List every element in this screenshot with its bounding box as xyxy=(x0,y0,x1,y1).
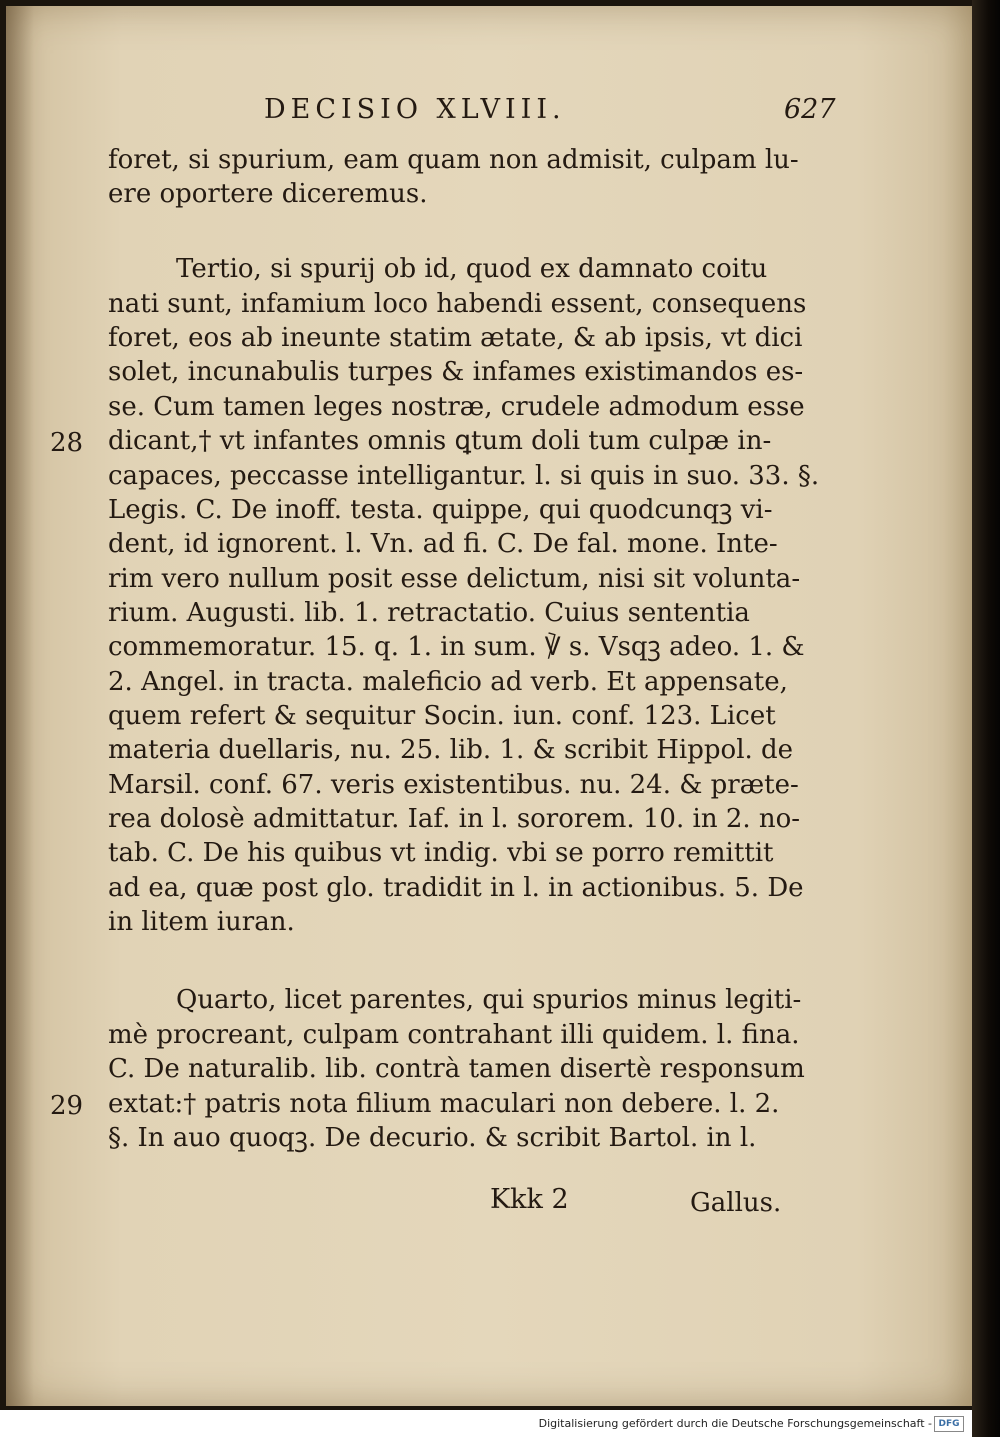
text-line: materia duellaris, nu. 25. lib. 1. & scribit Hippol. de xyxy=(108,735,794,765)
margin-number: 28 xyxy=(50,428,84,458)
text-line: dicant,† vt infantes omnis ꝗtum doli tum culpæ in- xyxy=(108,426,772,456)
text-line: quem refert & sequitur Socin. iun. conf. 123. Licet xyxy=(108,701,776,731)
text-line: ad ea, quæ post glo. tradidit in l. in actionibus. 5. De xyxy=(108,873,804,903)
text-line: capaces, peccasse intelligantur. l. si quis in suo. 33. §. xyxy=(108,461,820,491)
text-line: dent, id ignorent. l. Vn. ad fi. C. De fal. mone. Inte- xyxy=(108,529,778,559)
text-line: rim vero nullum posit esse delictum, nisi sit volunta- xyxy=(108,564,801,594)
book-page xyxy=(6,6,972,1406)
text-line: rea dolosè admittatur. Iaf. in l. sororem. 10. in 2. no- xyxy=(108,804,801,834)
text-line: nati sunt, infamium loco habendi essent, consequens xyxy=(108,289,807,319)
text-line: Quarto, licet parentes, qui spurios minus legiti- xyxy=(176,985,802,1015)
text-line: 2. Angel. in tracta. maleficio ad verb. Et appensate, xyxy=(108,667,788,697)
catchword: Gallus. xyxy=(690,1188,782,1218)
text-line: tab. C. De his quibus vt indig. vbi se porro remittit xyxy=(108,838,774,868)
text-line: solet, incunabulis turpes & infames existimandos es- xyxy=(108,357,804,387)
text-line: §. In auo quoqꝫ. De decurio. & scribit Bartol. in l. xyxy=(108,1123,757,1153)
text-line: C. De naturalib. lib. contrà tamen disertè responsum xyxy=(108,1054,805,1084)
text-line: Marsil. conf. 67. veris existentibus. nu. 24. & præte- xyxy=(108,770,799,800)
text-line: rium. Augusti. lib. 1. retractatio. Cuius sententia xyxy=(108,598,750,628)
signature-mark: Kkk 2 xyxy=(490,1184,569,1215)
book-edge-shadow xyxy=(972,0,1000,1437)
dfg-logo-icon: DFG xyxy=(934,1416,964,1432)
footer-bar xyxy=(0,1410,972,1437)
text-line: ere oportere diceremus. xyxy=(108,179,428,209)
folio-number: 627 xyxy=(784,94,836,125)
text-line: extat:† patris nota filium maculari non debere. l. 2. xyxy=(108,1089,780,1119)
text-line: Legis. C. De inoff. testa. quippe, qui quodcunqꝫ vi- xyxy=(108,495,773,525)
text-line: foret, eos ab ineunte statim ætate, & ab ipsis, vt dici xyxy=(108,323,803,353)
running-head: DECISIO XLVIII. xyxy=(264,94,566,125)
text-line: commemoratur. 15. q. 1. in sum. ℣ s. Vsqꝫ adeo. 1. & xyxy=(108,632,805,662)
funding-credit: Digitalisierung gefördert durch die Deutsche Forschungsgemeinschaft - xyxy=(538,1417,932,1430)
text-line: se. Cum tamen leges nostræ, crudele admodum esse xyxy=(108,392,805,422)
text-line: in litem iuran. xyxy=(108,907,295,937)
text-line: Tertio, si spurij ob id, quod ex damnato coitu xyxy=(176,254,768,284)
margin-number: 29 xyxy=(50,1091,84,1121)
text-line: foret, si spurium, eam quam non admisit, culpam lu- xyxy=(108,145,799,175)
text-line: mè procreant, culpam contrahant illi quidem. l. fina. xyxy=(108,1020,800,1050)
